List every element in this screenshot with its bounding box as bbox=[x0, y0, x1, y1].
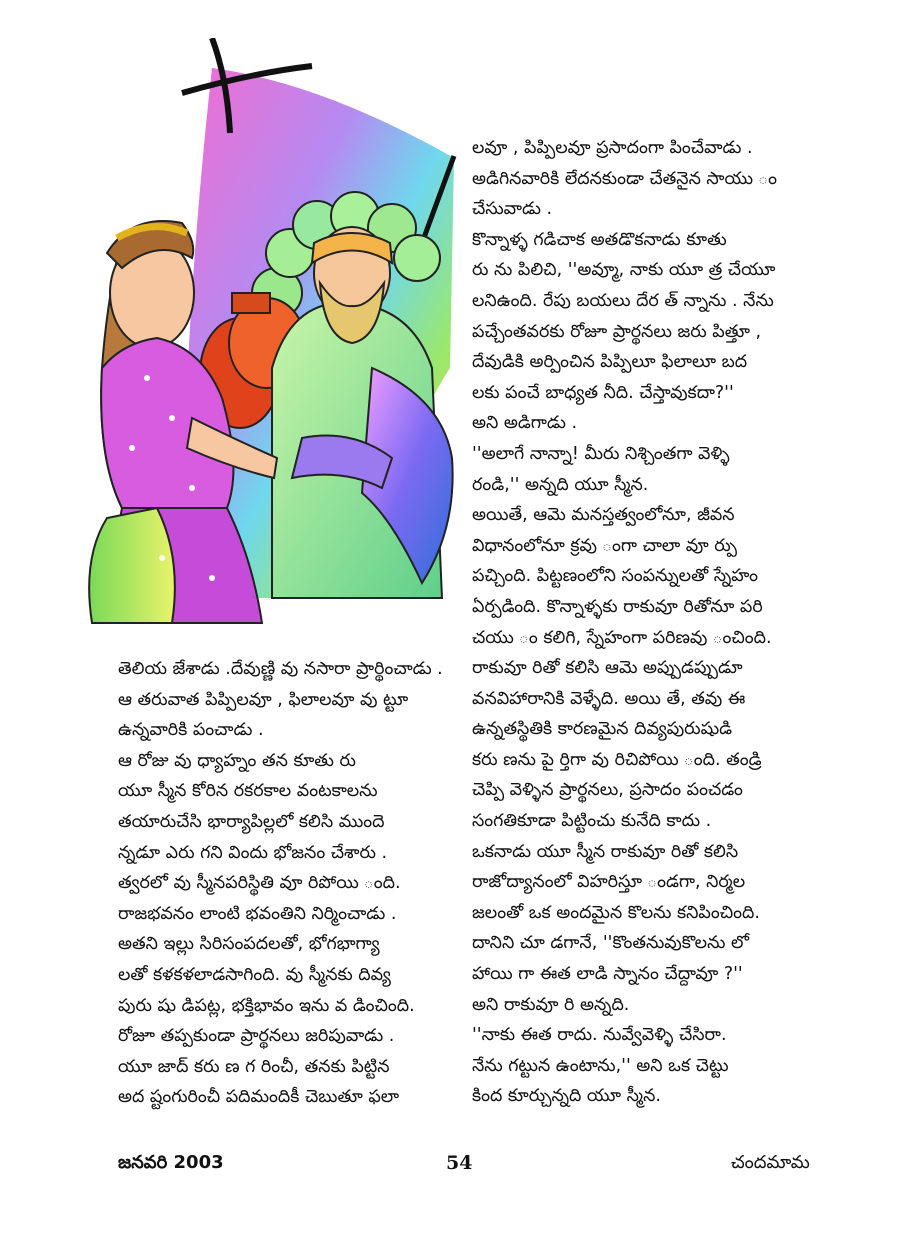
text-line: అడిగినవారికి లేదనకుండా చేతనైన సాయు ం bbox=[472, 168, 777, 189]
text-line: రాజోద్యానంలో విహరిస్తూ ండగా, నిర్మల bbox=[472, 872, 746, 893]
text-line: అని రాకువూ రి అన్నది. bbox=[472, 994, 630, 1015]
text-line: పచ్చేంతవరకు రోజూ ప్రార్థనలు జరు పిత్తూ , bbox=[472, 321, 762, 342]
text-line: దానిని చూ డగానే, ''కొంతనువుకొలను లో bbox=[472, 933, 749, 954]
text-line: తెలియ జేశాడు .దేవుణ్ణి వు నసారా ప్రార్థించాడు . bbox=[118, 659, 443, 679]
text-line: రండి,'' అన్నది యూ స్మీన. bbox=[472, 474, 649, 495]
text-line: లనిఉంది. రేపు బయలు దేర త్ న్నాను . నేను bbox=[472, 290, 774, 311]
text-line: లకు పంచే బాధ్యత నీది. చేస్తావుకదా?'' bbox=[472, 382, 734, 403]
text-line: చేసువాడు . bbox=[472, 199, 553, 220]
text-line: జలంతో ఒక అందమైన కొలను కనిపించింది. bbox=[472, 902, 760, 923]
text-line: వనవిహారానికి వెళ్ళేది. అయి తే, తవు ఈ bbox=[472, 688, 746, 709]
text-line: లతో కళకళలాడసాగింది. వు స్మీనకు దివ్య bbox=[118, 964, 391, 985]
text-line: రోజూ తప్పకుండా ప్రార్థనలు జరిపువాడు . bbox=[118, 1026, 395, 1047]
text-line: రాకువూ రితో కలిసి ఆమె అప్పుడప్పుడూ bbox=[472, 658, 743, 679]
text-line: ఒకనాడు యూ స్మీన రాకువూ రితో కలిసి bbox=[472, 841, 739, 862]
text-line: సంగతికూడా పిట్టించు కునేది కాదు . bbox=[472, 811, 712, 832]
text-line: ఉన్నతస్థితికి కారణమైన దివ్యపురుషుడి bbox=[472, 719, 733, 740]
text-line: అని అడిగాడు . bbox=[472, 413, 578, 434]
text-line: కింద కూర్చున్నది యూ స్మీన. bbox=[472, 1086, 661, 1107]
text-line: నేను గట్టున ఉంటాను,'' అని ఒక చెట్టు bbox=[472, 1055, 729, 1076]
text-line: ఆ తరువాత పిప్పిలవూ , ఫిలాలవూ వు ట్టూ bbox=[118, 689, 409, 710]
text-line: చయు ం కలిగి, స్నేహంగా పరిణవు ంచింది. bbox=[472, 627, 772, 648]
text-line: తయారుచేసి భార్యాపిల్లలో కలిసి ముందె bbox=[118, 811, 385, 832]
right-text-column bbox=[472, 133, 852, 1112]
text-line: ఏర్పడింది. కొన్నాళ్ళకు రాకువూ రితోనూ పరి bbox=[472, 596, 763, 617]
left-text-column bbox=[118, 654, 468, 1113]
text-line: పచ్చింది. పిట్టణంలోని సంపన్నులతో స్నేహం bbox=[472, 566, 759, 587]
text-line: రు ను పిలిచి, ''అవ్మూ, నాకు యూ త్ర చేయూ bbox=[472, 260, 776, 281]
text-line: అయితే, ఆమె మనస్తత్వంలోనూ, జీవన bbox=[472, 505, 735, 526]
text-line: అతని ఇల్లు సిరిసంపదలతో, భోగభాగ్యా bbox=[118, 934, 380, 955]
text-line: చెప్పి వెళ్ళిన ప్రార్థనలు, ప్రసాదం పంచడం bbox=[472, 780, 743, 801]
text-line: హాయి గా ఈత లాడి స్నానం చేద్దావూ ?'' bbox=[472, 964, 743, 985]
text-line: ఉన్నవారికి పంచాడు . bbox=[118, 720, 264, 741]
text-line: దేవుడికి అర్పించిన పిప్పిలూ ఫిలాలూ బద bbox=[472, 352, 748, 373]
text-line: అద ష్టంగురించీ పదిమందికీ చెబుతూ ఫలా bbox=[118, 1087, 400, 1108]
magazine-name: చందమామ bbox=[731, 1152, 810, 1173]
footer-date: జనవరి 2003 bbox=[118, 1152, 224, 1173]
text-line: త్వరలో వు స్మీనపరిస్థితి వూ రిపోయి ంది. bbox=[118, 873, 401, 894]
text-line: యూ స్మీన కోరిన రకరకాల వంటకాలను bbox=[118, 781, 378, 802]
text-line: ఆ రోజు వు ధ్యాహ్నం తన కూతు రు bbox=[118, 750, 356, 771]
page-number: 54 bbox=[446, 1152, 473, 1174]
text-line: ''నాకు ఈత రాదు. నువ్వేవెళ్ళి చేసిరా. bbox=[472, 1025, 727, 1046]
text-line: యూ జాద్ కరు ణ గ రించీ, తనకు పిట్టిన bbox=[118, 1056, 390, 1077]
story-illustration bbox=[62, 38, 462, 633]
text-line: లవూ , పిప్పిలవూ ప్రసాదంగా పించేవాడు . bbox=[472, 138, 753, 158]
text-line: పురు షు డిపట్ల, భక్తిభావం ఇను వ డించింది. bbox=[118, 995, 415, 1016]
text-line: న్నడూ ఎరు గని విందు భోజనం చేశారు . bbox=[118, 842, 388, 863]
text-line: ''అలాగే నాన్నా! మీరు నిశ్చింతగా వెళ్ళి bbox=[472, 443, 730, 464]
text-line: రాజభవనం లాంటి భవంతిని నిర్మించాడు . bbox=[118, 903, 397, 924]
text-line: కొన్నాళ్ళ గడిచాక అతడొకనాడు కూతు bbox=[472, 229, 727, 250]
text-line: విధానంలోనూ క్రవు ంగా చాలా వూ ర్పు bbox=[472, 535, 738, 556]
text-line: కరు ణను పై ర్తిగా వు రిచిపోయి ంది. తండ్రి bbox=[472, 749, 762, 770]
